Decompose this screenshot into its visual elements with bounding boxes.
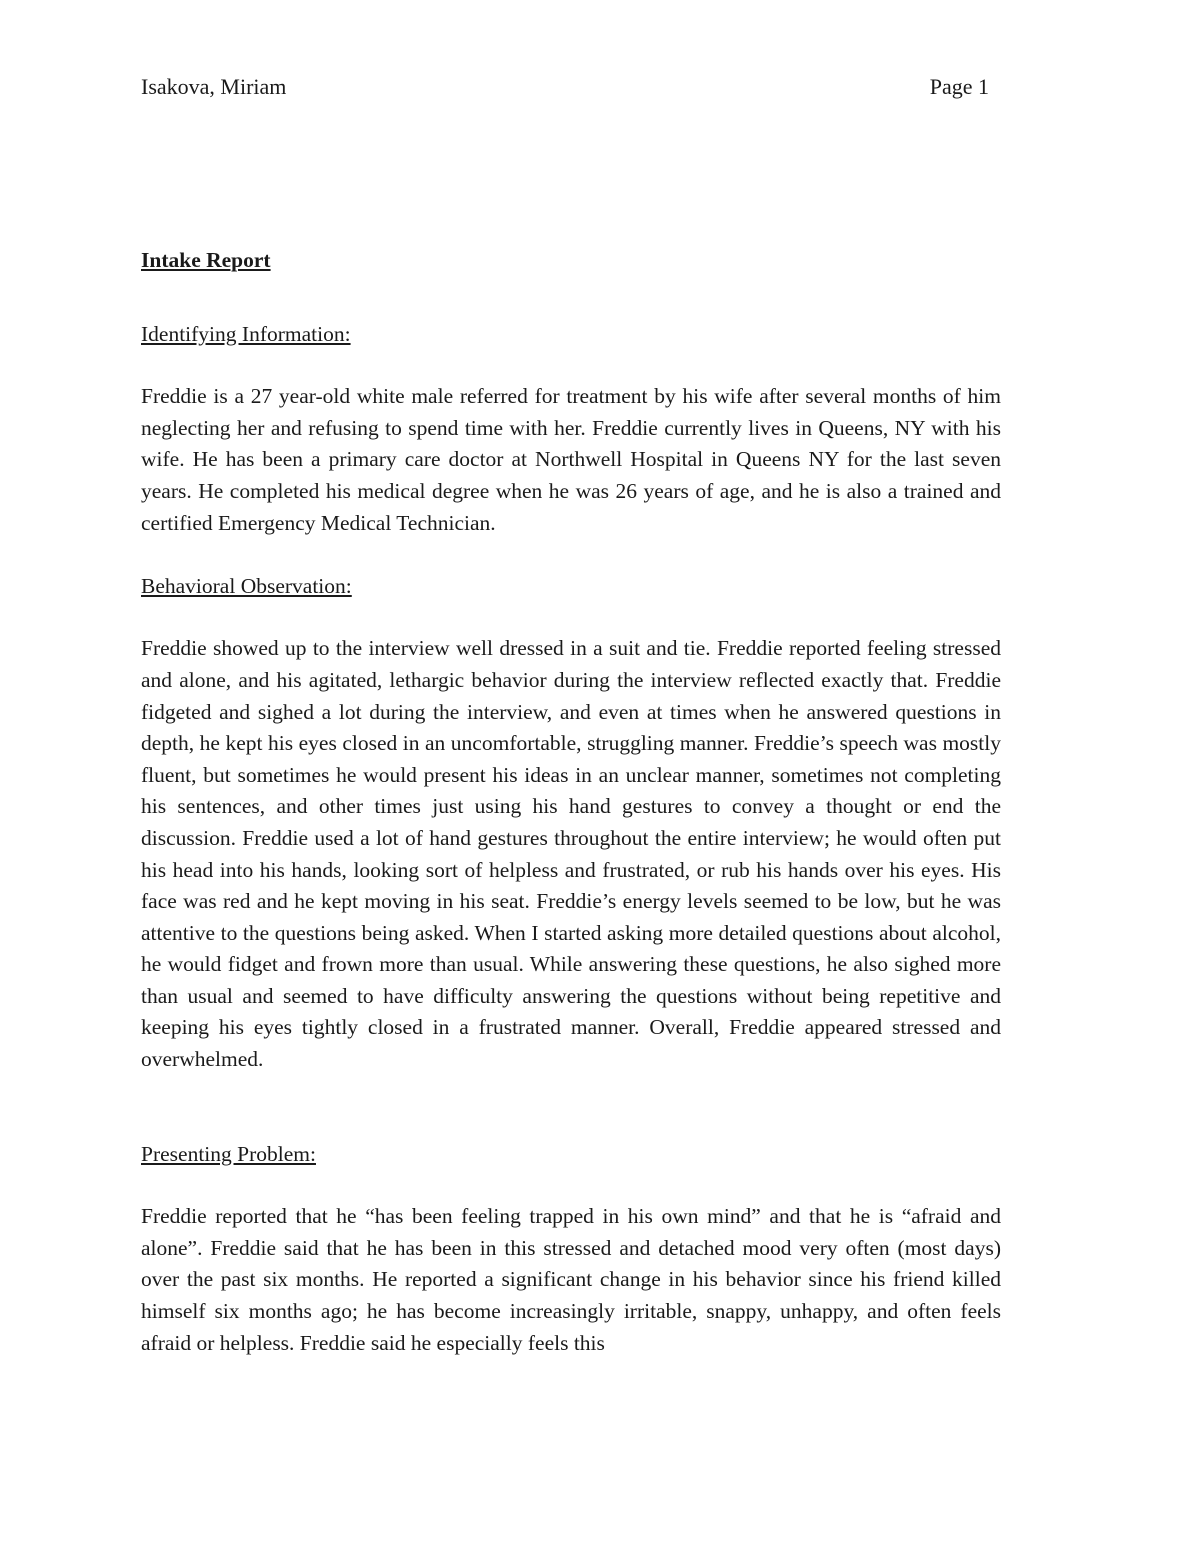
section-heading-presenting-problem: Presenting Problem: xyxy=(141,1141,316,1166)
page-number: Page 1 xyxy=(929,74,989,99)
section-body-presenting-problem: Freddie reported that he “has been feeling trapped in his own mind” and that he is “afraid and alone”. Freddie said that he has been in this stressed and detached mood very often (most days) over the past six months. He reported a significant change in his behavior since his friend killed himself six months ago; he has become increasingly irritable, snappy, unhappy, and often feels afraid or helpless. Freddie said he especially feels this xyxy=(141,1204,1001,1355)
section-heading-behavioral-observation: Behavioral Observation: xyxy=(141,573,352,598)
section-body-behavioral-observation: Freddie showed up to the interview well dressed in a suit and tie. Freddie reported feeling stressed and alone, and his agitated, lethargic behavior during the interview reflected exactly that. Freddie fidgeted and sighed a lot during the interview, and even at times when he answered questions in depth, he kept his eyes closed in an uncomfortable, struggling manner. Freddie’s speech was mostly fluent, but sometimes he would present his ideas in an unclear manner, sometimes not completing his sentences, and other times just using his hand gestures to convey a thought or end the discussion. Freddie used a lot of hand gestures throughout the entire interview; he would often put his head into his hands, looking sort of helpless and frustrated, or rub his hands over his eyes. His face was red and he kept moving in his seat. Freddie’s energy levels seemed to be low, but he was attentive to the questions being asked. When I started asking more detailed questions about alcohol, he would fidget and frown more than usual. While answering these questions, he also sighed more than usual and seemed to have difficulty answering the questions without being repetitive and keeping his eyes tightly closed in a frustrated manner. Overall, Freddie appeared stressed and overwhelmed. xyxy=(141,636,1001,1072)
section-body-identifying-information: Freddie is a 27 year-old white male referred for treatment by his wife after several months of him neglecting her and refusing to spend time with her. Freddie currently lives in Queens, NY with his wife. He has been a primary care doctor at Northwell Hospital in Queens NY for the last seven years. He completed his medical degree when he was 26 years of age, and he is also a trained and certified Emergency Medical Technician. xyxy=(141,384,1001,535)
section-heading-identifying-information: Identifying Information: xyxy=(141,321,351,346)
author-name: Isakova, Miriam xyxy=(141,74,287,99)
document-title: Intake Report xyxy=(141,248,271,272)
document-body xyxy=(141,245,1001,1391)
